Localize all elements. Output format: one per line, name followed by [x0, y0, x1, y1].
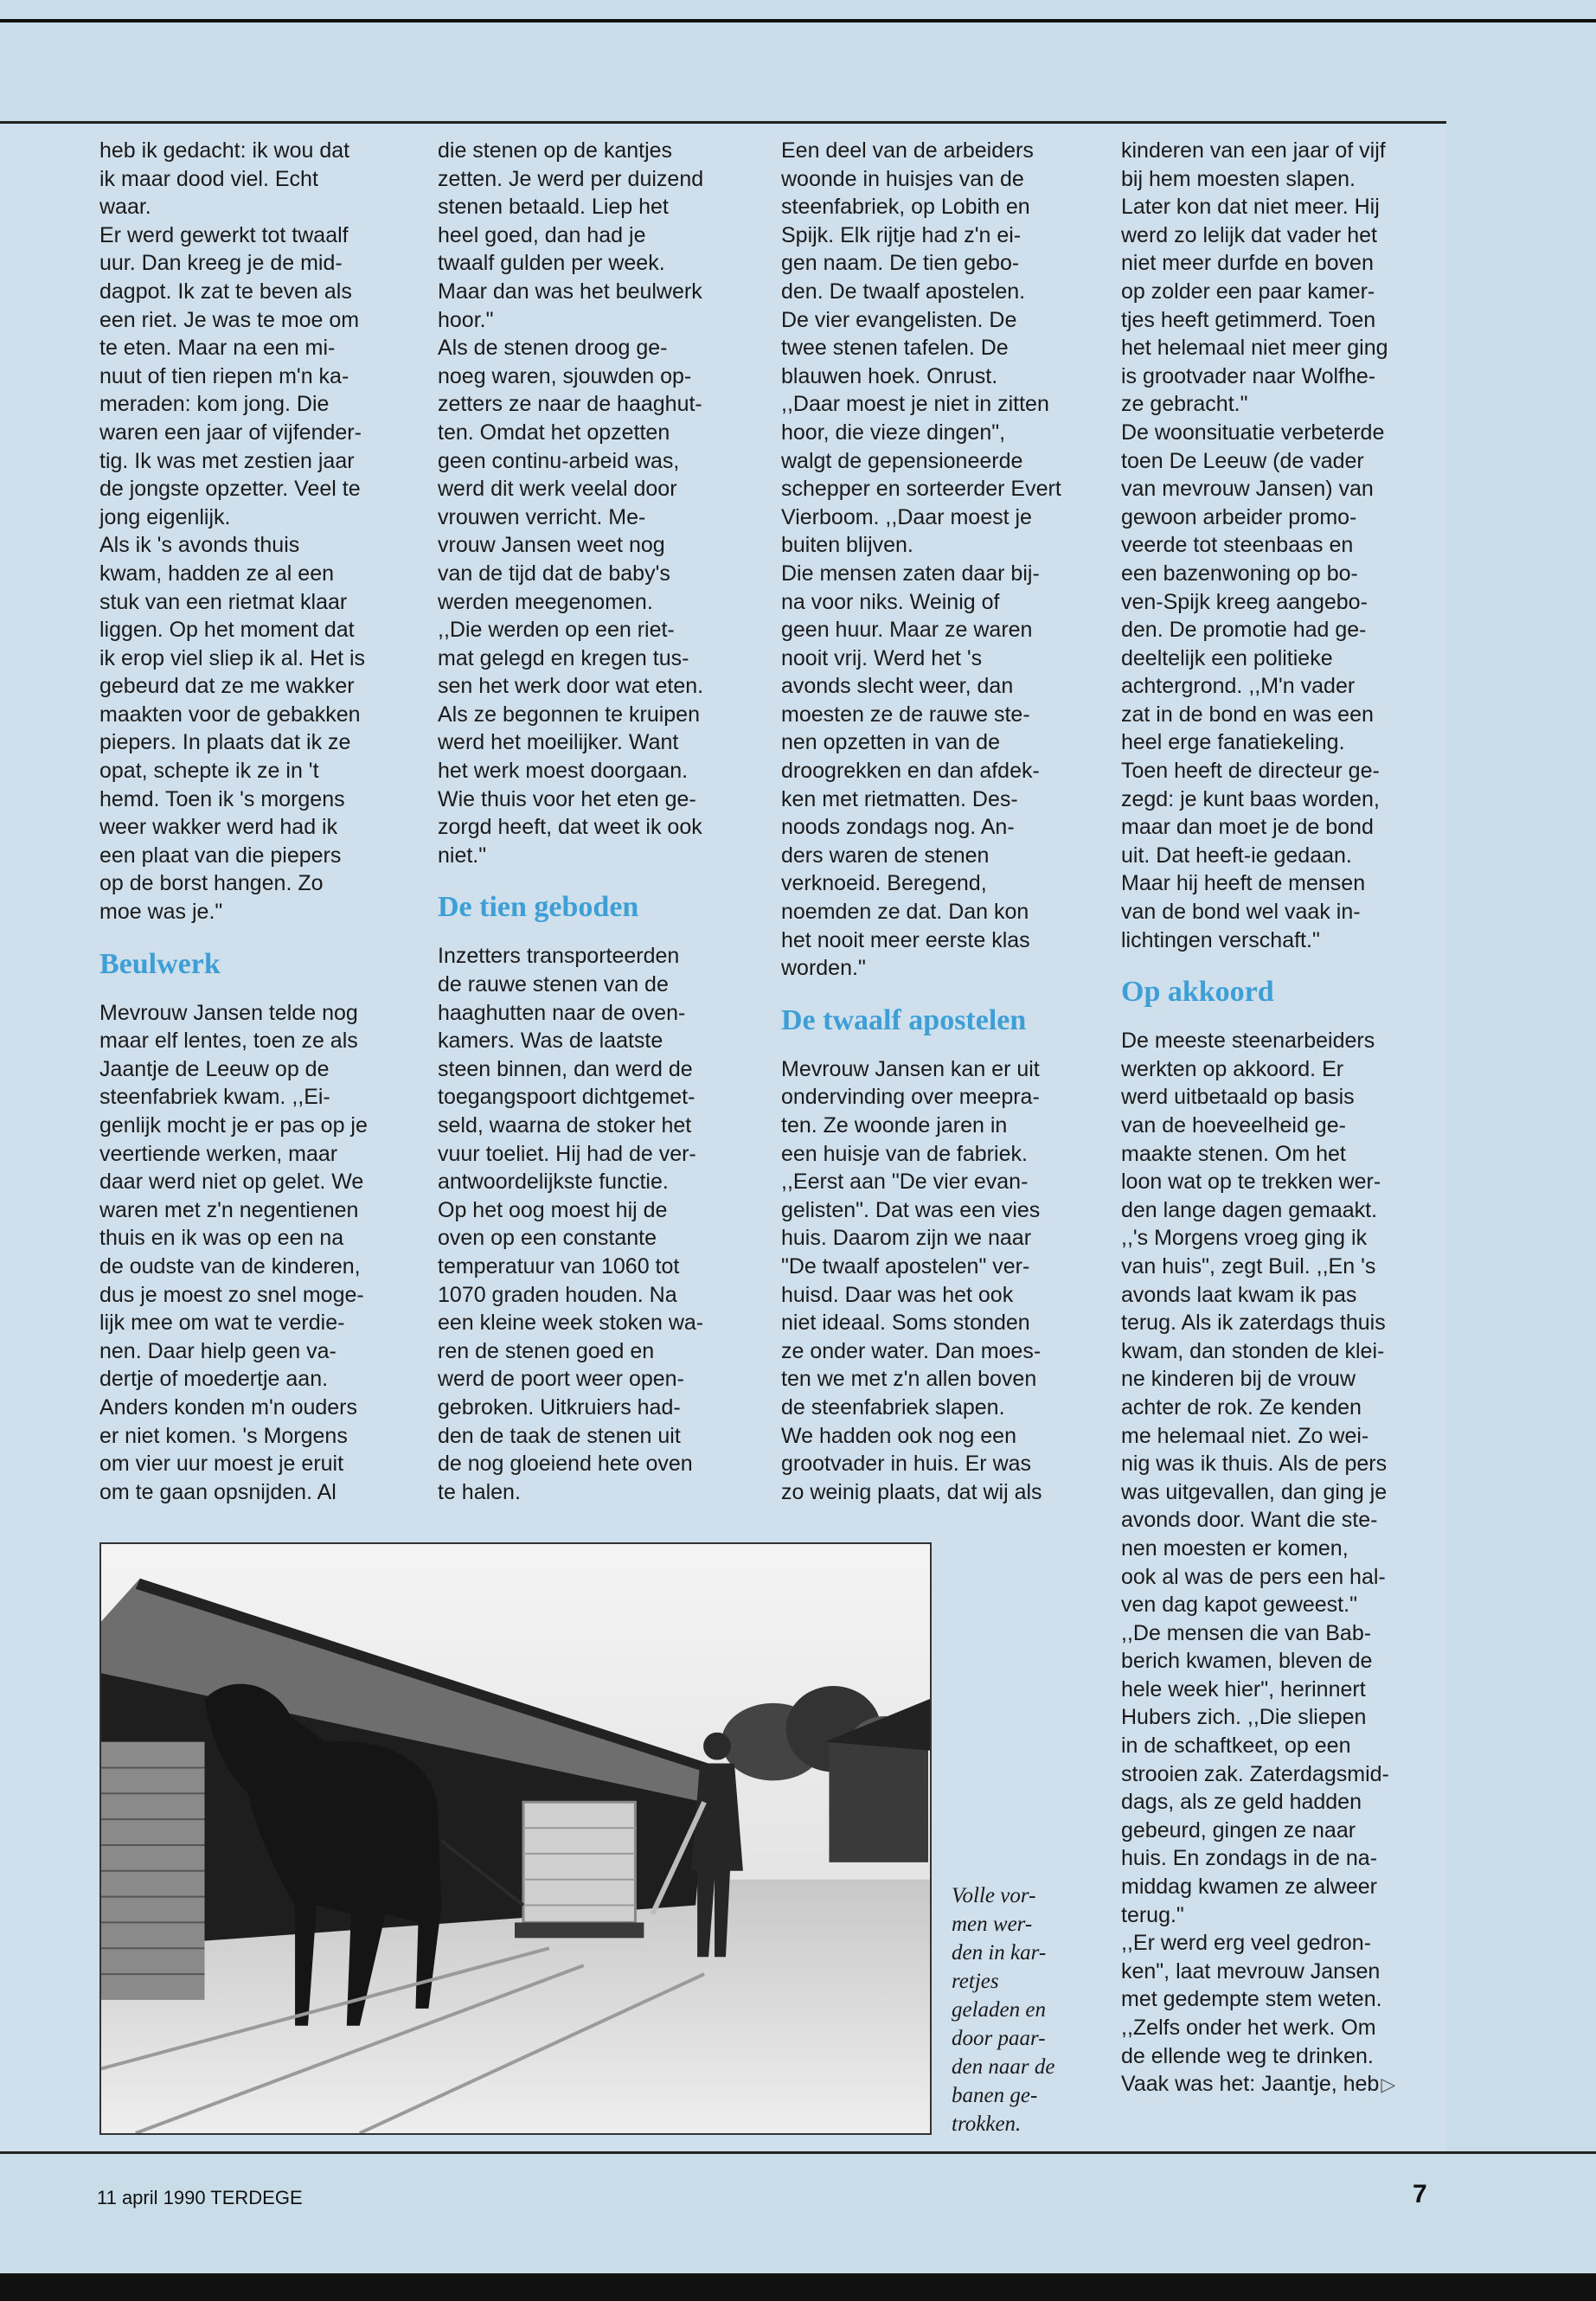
- paragraph: kinderen van een jaar of vijf bij hem moesten slapen. Later kon dat niet meer. Hij werd zo lelijk dat vader het niet meer durfde en boven op zolder een paar kamer- tjes heeft getimmerd. Toen het helemaal niet meer ging is grootvader naar Wolfhe- ze gebracht.": [1121, 138, 1388, 417]
- paragraph: Die mensen zaten daar bij- na voor niks. Weinig of geen huur. Maar ze waren nooit vrij. Werd het 's avonds slecht weer, dan moesten ze de rauwe ste- nen opzetten in van de droogrekken en dan afdek- ken met rietmatten. Des- noods zondags nog. An- ders waren de stenen verknoeid. Beregend, noemden ze dat. Dan kon het nooit meer eerste klas worden.": [781, 561, 1040, 981]
- paragraph: Inzetters transporteerden de rauwe stenen van de haaghutten naar de oven- kamers. Was de laatste steen binnen, dan werd de toegangspoort dichtgemet- seld, waarna de stoker het vuur toeliet. Hij had de ver- antwoordelijkste functie. Op het oog moest hij de oven op een constante temperatuur van 1060 tot 1070 graden houden. Na een kleine week stoken wa- ren de stenen goed en werd de poort weer open- gebroken. Uitkruiers had- den de taak de stenen uit de nog gloeiend hete oven te halen.: [438, 944, 704, 1504]
- paragraph: ,,Er werd erg veel gedron- ken", laat mevrouw Jansen met gedempte stem weten. ,,Zelfs onder het werk. Om de ellende weg te drinken. Vaak was het: Jaantje, heb: [1121, 1931, 1382, 2097]
- footer-issue: 11 april 1990 TERDEGE: [97, 2187, 303, 2208]
- paragraph: Als de stenen droog ge- noeg waren, sjouwden op- zetters ze naar de haaghut- ten. Omdat het opzetten geen continu-arbeid was, werd dit werk veelal door vrouwen verricht. Me- vrouw Jansen weet nog van de tijd dat de baby's werden meegenomen. ,,Die werden op een riet- mat gelegd en kregen tus- sen het werk door wat eten. Als ze begonnen te kruipen werd het moeilijker. Want het werk moest doorgaan. Wie thuis voor het eten ge- zorgd heeft, dat weet ik ook niet.": [438, 336, 704, 868]
- paragraph: die stenen op de kantjes zetten. Je werd per duizend stenen betaald. Liep het heel goed, dan had je twaalf gulden per week. Maar dan was het beulwerk hoor.": [438, 138, 704, 332]
- section-heading: De twaalf apostelen: [781, 1003, 1027, 1036]
- section-heading: De tien geboden: [438, 891, 639, 924]
- column-1: [99, 137, 411, 1506]
- photo-illustration: [101, 1544, 930, 2133]
- frame-top-rule: [0, 121, 1446, 124]
- top-rule: [0, 19, 1596, 22]
- page-number: 7: [1413, 2180, 1427, 2208]
- paragraph: Mevrouw Jansen kan er uit ondervinding over meepra- ten. Ze woonde jaren in een huisje van de fabriek. ,,Eerst aan "De vier evan- gelisten". Dat was een vies huis. Daarom zijn we naar "De twaalf apostelen" ver- huisd. Daar was het ook niet ideaal. Soms stonden ze onder water. Dan moes- ten we met z'n allen boven de steenfabriek slapen. We hadden ook nog een grootvader in huis. Er was zo weinig plaats, dat wij als: [781, 1056, 1042, 1504]
- paragraph: Een deel van de arbeiders woonde in huisjes van de steenfabriek, op Lobith en Spijk. Elk rijtje had z'n ei- gen naam. De tien gebo- den. De twaalf apostelen. De vier evangelisten. De twee stenen tafelen. De blauwen hoek. Onrust. ,,Daar moest je niet in zitten hoor, die vieze dingen", walgt de gepensioneerde schepper en sorteerder Evert Vierboom. ,,Daar moest je buiten blijven.: [781, 138, 1061, 558]
- paragraph: Er werd gewerkt tot twaalf uur. Dan kreeg je de mid- dagpot. Ik zat te beven als een riet. Je was te moe om te eten. Maar na een mi- nuut of tien riepen m'n ka- meraden: kom jong. Die waren een jaar of vijfender- tig. Ik was met zestien jaar de jongste opzetter. Veel te jong eigenlijk.: [99, 222, 362, 529]
- column-4: [1121, 137, 1437, 2099]
- photo-caption: [952, 1881, 1090, 2138]
- paragraph: De woonsituatie verbeterde toen De Leeuw (de vader van mevrouw Jansen) van gewoon arbeider promo- veerde tot steenbaas en een bazenwoning op bo- ven-Spijk kreeg aangebo- den. De promotie had ge- deeltelijk een politieke achtergrond. ,,M'n vader zat in de bond en was een heel erge fanatiekeling. Toen heeft de directeur ge- zegd: je kunt baas worden, maar dan moet je de bond uit. Dat heeft-ie gedaan. Maar hij heeft de mensen van de bond wel vaak in- lichtingen verschaft.": [1121, 420, 1385, 952]
- section-heading: Op akkoord: [1121, 976, 1274, 1009]
- paragraph: Als ik 's avonds thuis kwam, hadden ze al een stuk van een rietmat klaar liggen. Op het moment dat ik erop viel sliep ik al. Het is gebeurd dat ze me wakker maakten voor de gebakken piepers. In plaats dat ik ze opat, schepte ik ze in 't hemd. Toen ik 's morgens weer wakker werd had ik een plaat van die piepers op de borst hangen. Zo moe was je.": [99, 533, 366, 925]
- photo-horse-cart: [99, 1542, 932, 2135]
- bottom-bar: [0, 2273, 1596, 2301]
- paragraph: De meeste steenarbeiders werkten op akkoord. Er werd uitbetaald op basis van de hoeveelheid ge- maakte stenen. Om het loon wat op te trekken wer- den lange dagen gemaakt. ,,'s Morgens vroeg ging ik van huis", zegt Buil. ,,En 's avonds laat kwam ik pas terug. Als ik zaterdags thuis kwam, dan stonden de klei- ne kinderen bij de vrouw achter de rok. Ze kenden me helemaal niet. Zo wei- nig was ik thuis. Als de pers was uitgevallen, dan ging je avonds door. Want die ste- nen moesten er komen, ook al was de pers een hal- ven dag kapot geweest.": [1121, 1029, 1388, 1618]
- photo-caption-text: Volle vor- men wer- den in kar- retjes geladen en door paar- den naar de banen ge- trokken.: [952, 1884, 1055, 2136]
- column-3: [781, 137, 1093, 1506]
- paragraph: heb ik gedacht: ik wou dat ik maar dood viel. Echt waar.: [99, 138, 350, 220]
- paragraph: ,,De mensen die van Bab- berich kwamen, bleven de hele week hier", herinnert Hubers zich. ,,Die sliepen in de schaftkeet, op een strooien zak. Zaterdagsmid- dags, als ze geld hadden gebeurd, gingen ze naar huis. En zondags in de na- middag kwamen ze alweer terug.": [1121, 1620, 1389, 1927]
- paragraph: Mevrouw Jansen telde nog maar elf lentes, toen ze als Jaantje de Leeuw op de steenfabriek kwam. ,,Ei- genlijk mocht je er pas op je veertiende werken, maar daar werd niet op gelet. We waren met z'n negentienen thuis en ik was op een na de oudste van de kinderen, dus je moest zo snel moge- lijk mee om wat te verdie- nen. Daar hielp geen va- dertje of moedertje aan. Anders konden m'n ouders er niet komen. 's Morgens om vier uur moest je eruit om te gaan opsnijden. Al: [99, 1000, 368, 1504]
- column-2: [438, 137, 749, 1506]
- frame-bottom-rule: [0, 2151, 1596, 2154]
- section-heading: Beulwerk: [99, 947, 221, 980]
- continue-arrow-icon: ▷: [1381, 2073, 1396, 2096]
